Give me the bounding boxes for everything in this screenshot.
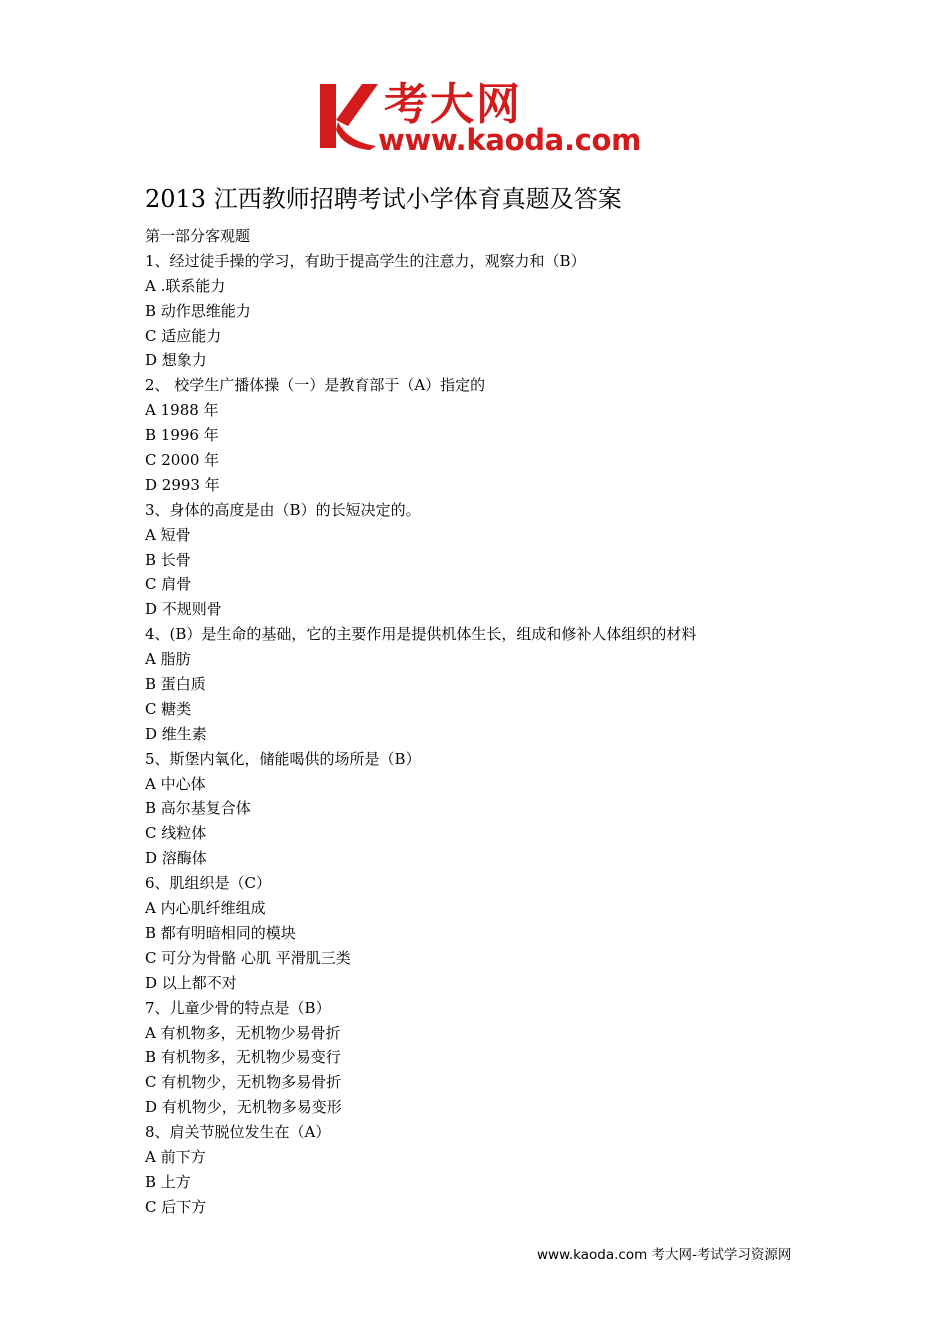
document-line: B 都有明暗相同的模块 [145,923,296,942]
document-line: A .联系能力 [145,276,226,295]
document-line: 1、经过徒手操的学习，有助于提高学生的注意力，观察力和（B） [145,251,586,270]
document-line: B 有机物多，无机物少易变行 [145,1048,341,1067]
document-line: 2、 校学生广播体操（一）是教育部于（A）指定的 [145,376,486,395]
document-line: A 有机物多，无机物少易骨折 [145,1023,341,1042]
document-line: 第一部分客观题 [145,227,251,245]
document-line: A 1988 年 [145,401,219,420]
document-line: 8、肩关节脱位发生在（A） [145,1123,331,1142]
document-line: D 不规则骨 [145,600,222,619]
document-line: D 想象力 [145,351,207,370]
document-line: B 动作思维能力 [145,301,251,320]
document-line: 5、斯堡内氧化，储能喝供的场所是（B） [145,749,421,768]
document-line: 6、肌组织是（C） [145,874,272,893]
footer-text: www.kaoda.com 考大网-考试学习资源网 [537,1247,792,1263]
logo-text: 考大网 [384,79,522,130]
document-line: C 2000 年 [145,451,220,470]
logo-url: www.kaoda.com [378,123,642,157]
document-line: C 糖类 [145,699,192,718]
document-line: B 蛋白质 [145,675,206,694]
document-line: 4、(B）是生命的基础，它的主要作用是提供机体生长，组成和修补人体组织的材料 [145,625,697,644]
document-line: C 肩骨 [145,575,192,594]
document-body [145,224,845,1220]
document-line: A 脂肪 [145,650,191,669]
kaoda-logo[interactable] [318,79,642,160]
document-line: C 有机物少，无机物多易骨折 [145,1073,342,1092]
document-line: A 前下方 [145,1147,206,1166]
document-line: C 线粒体 [145,824,207,843]
document-line: A 中心体 [145,774,206,793]
document-line: D 维生素 [145,724,207,743]
document-line: B 1996 年 [145,426,219,445]
document-line: D 有机物少，无机物多易变形 [145,1098,342,1117]
document-line: A 内心肌纤维组成 [145,899,266,918]
document-line: B 高尔基复合体 [145,799,251,818]
document-line: A 短骨 [145,525,191,544]
document-line: B 长骨 [145,550,191,569]
document-line: D 2993 年 [145,475,220,494]
document-line: C 后下方 [145,1197,207,1216]
k-logo-icon [318,82,378,150]
document-line: D 以上都不对 [145,973,237,992]
document-line: C 适应能力 [145,326,222,345]
document-line: B 上方 [145,1172,191,1191]
document-title: 2013 江西教师招聘考试小学体育真题及答案 [145,185,622,213]
document-line: 7、儿童少骨的特点是（B） [145,998,331,1017]
document-line: 3、身体的高度是由（B）的长短决定的。 [145,500,421,519]
document-line: D 溶酶体 [145,849,207,868]
document-line: C 可分为骨骼 心肌 平滑肌三类 [145,948,351,967]
